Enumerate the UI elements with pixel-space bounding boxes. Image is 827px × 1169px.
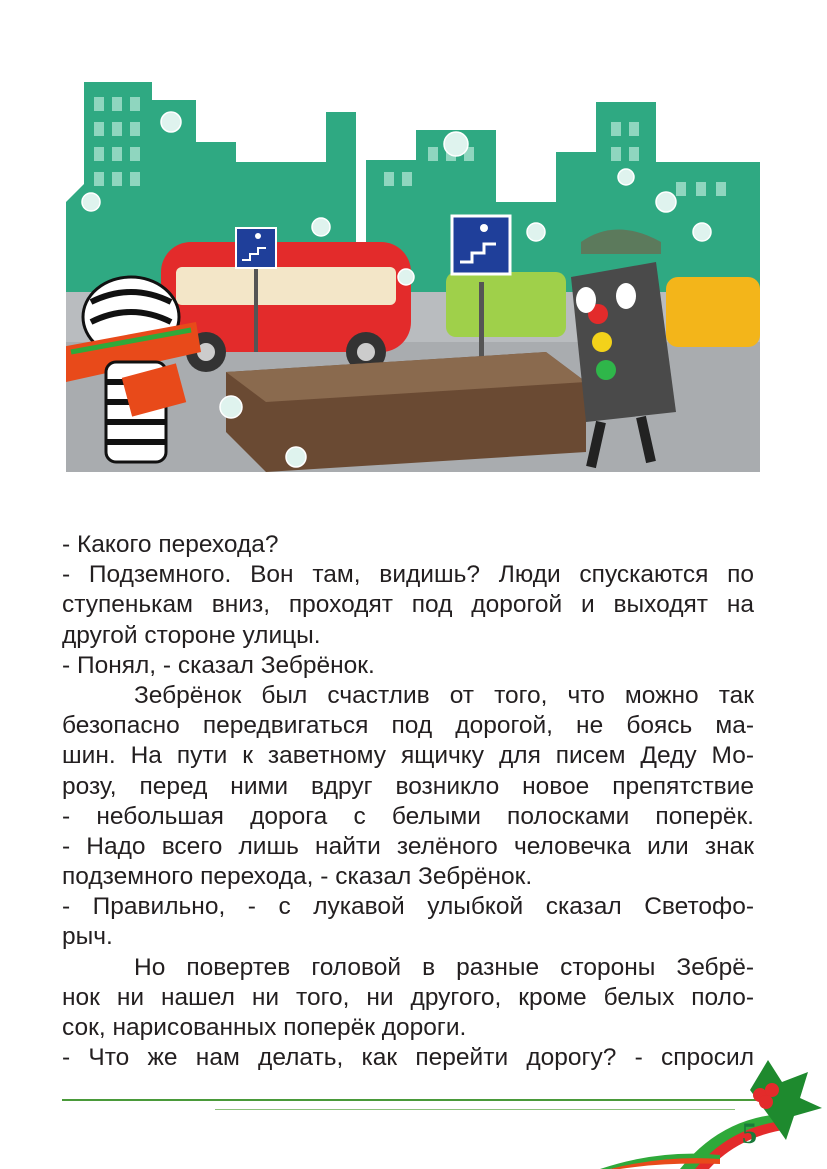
- story-text: [62, 530, 754, 1073]
- text-line: шин. На пути к заветному ящичку для писем Деду Мо-: [62, 742, 754, 770]
- text-line: Зебрёнок был счастлив от того, что можно так: [134, 681, 754, 709]
- text-line: безопасно передвигаться под дорогой, не боясь ма-: [62, 712, 754, 740]
- text-line: - небольшая дорога с белыми полосками поперёк.: [62, 802, 754, 830]
- text-line: Но повертев головой в разные стороны Зебрё-: [134, 953, 754, 981]
- text-line: другой стороне улицы.: [62, 621, 321, 649]
- text-line: рыч.: [62, 923, 113, 951]
- text-line: розу, перед ними вдруг возникло новое препятствие: [62, 772, 754, 800]
- text-line: - Какого перехода?: [62, 531, 279, 558]
- text-line: ступенькам вниз, проходят под дорогой и выходят на: [62, 591, 754, 619]
- text-line: подземного перехода, - сказал Зебрёнок.: [62, 863, 533, 891]
- text-line: нок ни нашел ни того, ни другого, кроме белых поло-: [62, 983, 754, 1011]
- holly-ribbon-decoration-icon: [600, 1050, 827, 1169]
- text-line: - Понял, - сказал Зебрёнок.: [62, 651, 375, 679]
- text-line: - Что же нам делать, как перейти дорогу? - спросил: [62, 1044, 754, 1072]
- story-illustration: [66, 52, 760, 472]
- text-line: сок, нарисованных поперёк дороги.: [62, 1014, 467, 1041]
- page-number: 5: [742, 1117, 757, 1150]
- text-line: - Подземного. Вон там, видишь? Люди спускаются по: [62, 561, 754, 589]
- text-line: - Правильно, - с лукавой улыбкой сказал Светофо-: [62, 893, 754, 921]
- text-line: - Надо всего лишь найти зелёного человечка или знак: [62, 832, 754, 860]
